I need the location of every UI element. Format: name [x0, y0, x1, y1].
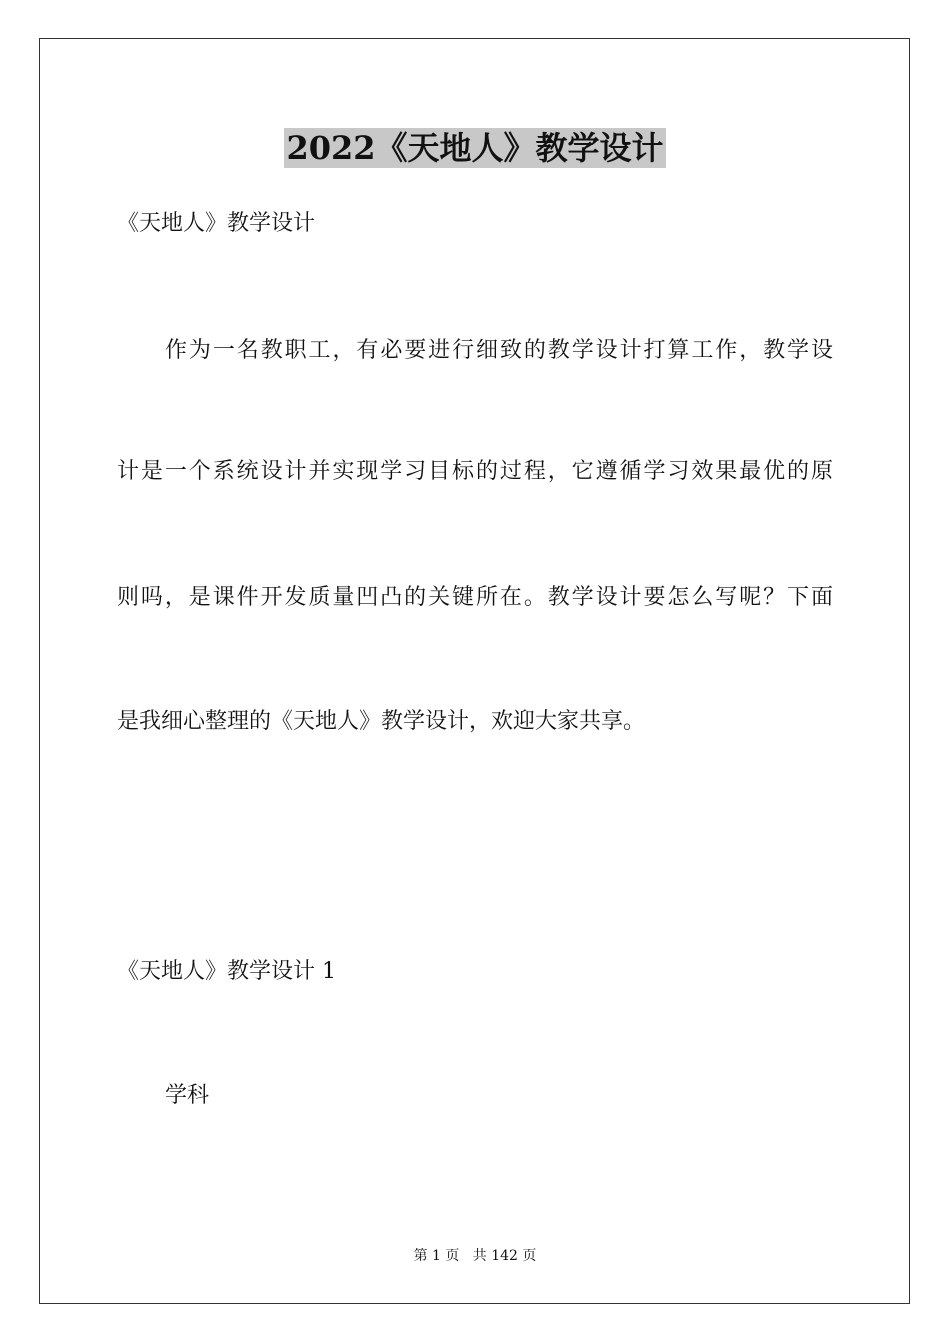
intro-line-1: 作为一名教职工，有必要进行细致的教学设计打算工作，教学设 [165, 338, 833, 363]
page-footer [0, 1246, 950, 1266]
field-label-subject: 学科 [165, 1083, 210, 1108]
section-heading: 《天地人》教学设计 1 [117, 959, 336, 984]
intro-line-3: 则吗，是课件开发质量凹凸的关键所在。教学设计要怎么写呢？下面 [117, 585, 833, 610]
document-title [0, 128, 950, 168]
document-subtitle: 《天地人》教学设计 [117, 211, 316, 236]
intro-line-4: 是我细心整理的《天地人》教学设计，欢迎大家共享。 [117, 709, 646, 734]
document-title-text: 2022《天地人》教学设计 [286, 129, 664, 167]
intro-line-2: 计是一个系统设计并实现学习目标的过程，它遵循学习效果最优的原 [117, 459, 833, 484]
footer-total-pages: 共 142 页 [472, 1248, 537, 1264]
footer-page-number: 第 1 页 [413, 1248, 460, 1264]
